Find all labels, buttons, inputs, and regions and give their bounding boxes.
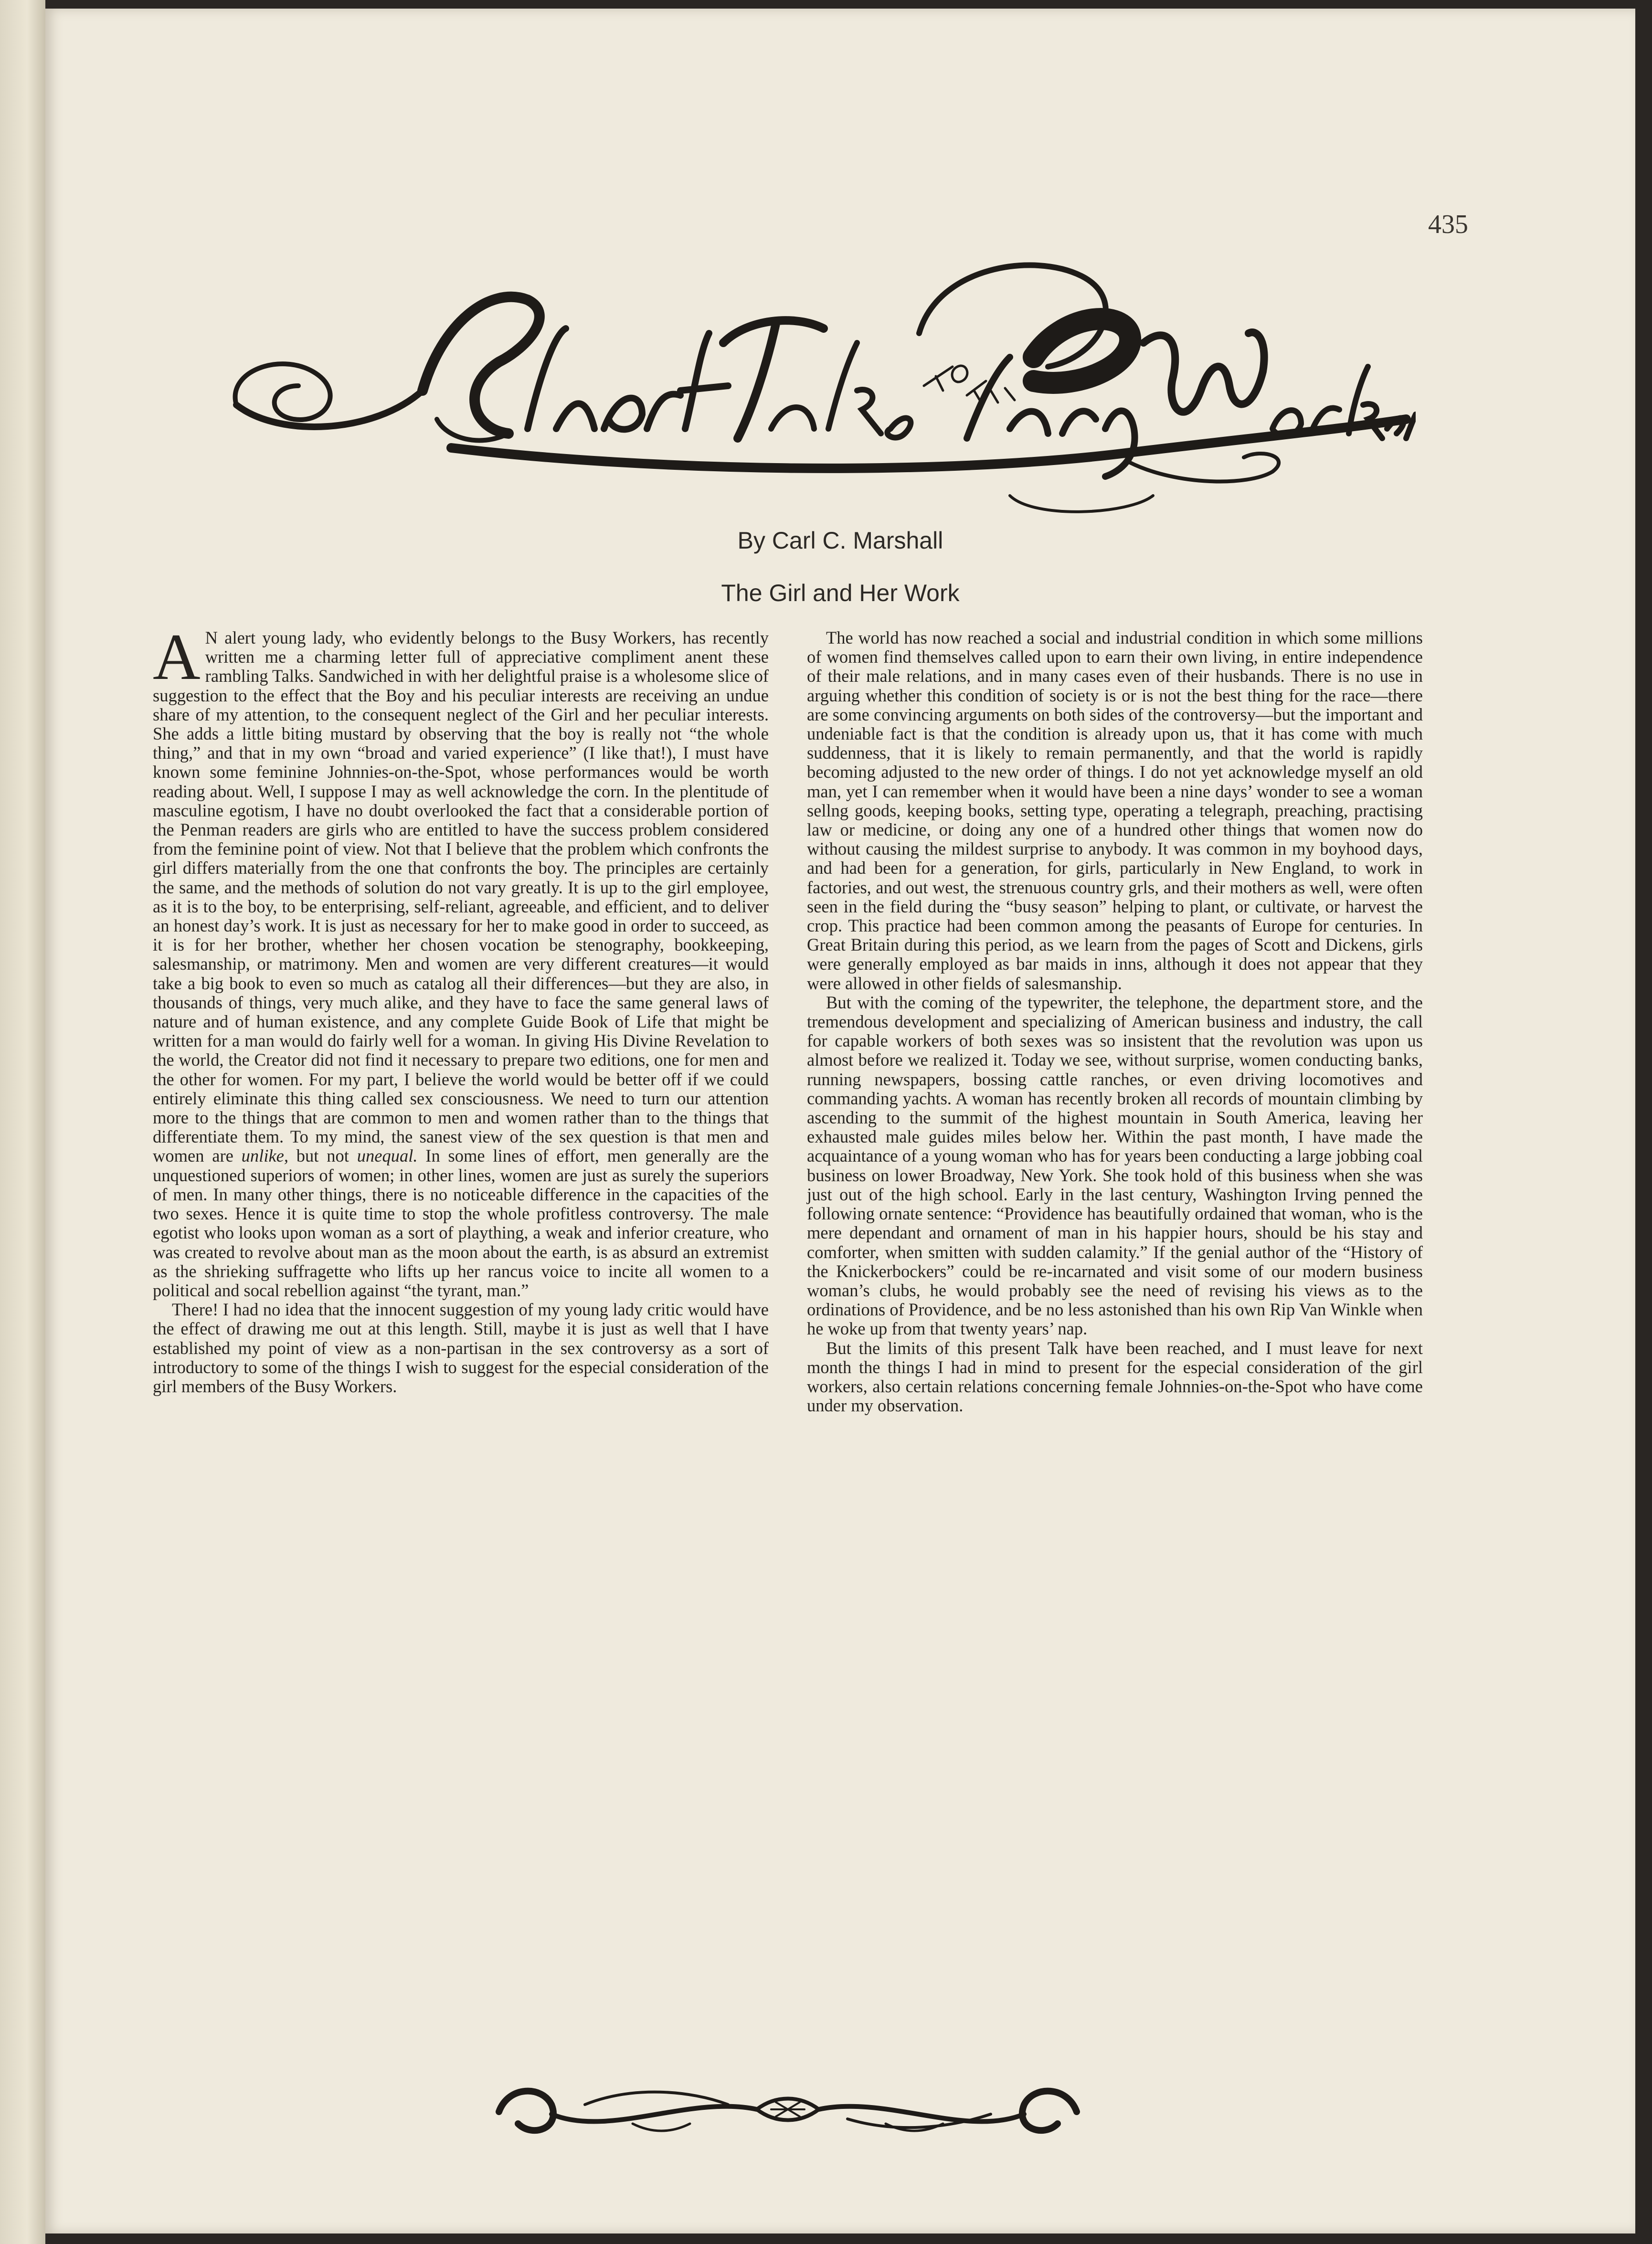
previous-page-edge	[0, 0, 45, 2244]
italic-text: unequal.	[357, 1146, 418, 1166]
paragraph: But with the coming of the typewriter, the telephone, the department store, and the tremendous development and specializing of American business and industry, the call for capable workers of both sexes was so insistent that the revolution was upon us almost before we realized it. Today we see, without surprise, women conducting banks, running newspapers, bossing cattle ranches, or even driving locomotives and commanding yachts. A woman has recently broken all records of mountain climbing by ascending to the summit of the highest mountain in South America, leaving her exhausted male guides miles below her. Within the past month, I have made the acquaintance of a young woman who has for years been conducting a large jobbing coal business on lower Broadway, New York. She took hold of this business when she was just out of the high school. Early in the last century, Washington Irving penned the following ornate sentence: “Providence has beautifully ordained that woman, who is the mere dependant and ornament of man in his happier hours, should be his stay and comforter, when smitten with sudden calamity.” If the genial author of the “History of the Knickerbockers” could be re-incarnated and visit some of our modern business woman’s clubs, he would probably see the need of revising his views as to the ordinations of Providence, and be no less astonished than his own Rip Van Winkle when he woke up from that twenty years’ nap.	[807, 992, 1423, 1339]
paragraph-text: but not	[288, 1146, 357, 1166]
decorative-ornament	[489, 2076, 1086, 2148]
left-column	[153, 620, 769, 1396]
drop-cap: A	[153, 620, 201, 693]
paragraph-text: In some lines of effort, men generally are the unquestioned superiors of women; in other lines, women are just as surely the superiors of men. In many other things, there is no noticeable difference in the capacities of the two sexes. Hence it is quite time to stop the whole profitless controversy. The male egotist who looks upon woman as a sort of plaything, a weak and inferior creature, who was created to revolve about man as the moon about the earth, is as absurd an extremist as the shrieking suffragette who lifts up her rancus voice to incite all women to a political and socal rebellion against “the tyrant, man.”	[153, 1146, 769, 1300]
paragraph-text: N alert young lady, who evidently belongs to the Busy Workers, has recently written me a charming letter full of appreciative compliment anent these rambling Talks. Sandwiched in with her delightful praise is a wholesome slice of suggestion to the effect that the Boy and his peculiar interests are receiving an undue share of my attention, to the consequent neglect of the Girl and her peculiar interests. She adds a little biting mustard by observing that the boy is really not “the whole thing,” and that in my own “broad and varied experience” (I like that!), I must have known some feminine Johnnies-on-the-Spot, whose performances would be worth reading about. Well, I suppose I may as well acknowledge the corn. In the plentitude of masculine egotism, I have no doubt overlooked the fact that a considerable portion of the Penman readers are girls who are entitled to have the success problem considered from the feminine point of view. Not that I believe that the problem which confronts the girl differs materially from the one that confronts the boy. The principles are certainly the same, and the methods of solution do not vary greatly. It is up to the girl employee, as it is to the boy, to be enterprising, self-reliant, agreeable, and efficient, and to deliver an honest day’s work. It is just as necessary for her to make good in order to succeed, as it is for her brother, whether her chosen vocation be stenography, bookkeeping, salesmanship, or matrimony. Men and women are very different creatures—it would take a big book to even so much as catalog all their differences—but they are also, in thousands of things, very much alike, and they have to face the same general laws of nature and of human existence, and any complete Guide Book of Life that might be written for a man would do fairly well for a woman. In giving His Divine Revelation to the world, the Creator did not find it necessary to prepare two editions, one for men and the other for women. For my part, I believe the world would be better off if we could entirely eliminate this thing called sex consciousness. We need to turn our attention more to the things that are common to men and women rather than to the things that differentiate them. To my mind, the sanest view of the sex question is that men and women are	[153, 628, 769, 1166]
byline: By Carl C. Marshall	[737, 527, 943, 554]
page-number: 435	[1428, 210, 1468, 239]
article-subtitle: The Girl and Her Work	[721, 580, 960, 606]
paragraph: There! I had no idea that the innocent suggestion of my young lady critic would have the effect of drawing me out at this length. Still, maybe it is just as well that I have established my point of view as a non-partisan in the sex controversy as a sort of introductory to some of the things I wish to suggest for the especial consideration of the girl members of the Busy Workers.	[153, 1300, 769, 1396]
paragraph	[153, 620, 769, 1300]
paragraph: The world has now reached a social and industrial condition in which some millions of women find themselves called upon to earn their own living, in entire independence of their male relations, and in many cases even of their husbands. There is no use in arguing whether this condition of society is or is not the best thing for the race—there are some convincing arguments on both sides of the controversy—but the important and undeniable fact is that the condition is already upon us, that it has come with much suddenness, that it is likely to remain permanently, and that the world is rapidly becoming adjusted to the new order of things. I do not yet acknowledge myself an old man, yet I can remember when it would have been a nine days’ wonder to see a woman sellng goods, keeping books, setting type, operating a telegraph, preaching, practising law or medicine, or doing any one of a hundred other things that women now do without causing the mildest surprise to anybody. It was common in my boyhood days, and had been for a generation, for girls, particularly in New England, to work in factories, and out west, the strenuous country grls, and their mothers as well, were often seen in the field during the “busy season” helping to plant, or cultivate, or harvest the crop. This practice had been common among the peasants of Europe for centuries. In Great Britain during this period, as we learn from the pages of Scott and Dickens, girls were generally employed as bar maids in inns, although it does not appear that they were allowed in other fields of salesmanship.	[807, 628, 1423, 993]
title-calligraphy	[222, 247, 1416, 524]
magazine-page	[45, 9, 1635, 2233]
right-column	[807, 628, 1423, 1415]
paragraph: But the limits of this present Talk have been reached, and I must leave for next month the things I had in mind to present for the especial consideration of the girl workers, also certain relations concerning female Johnnies-on-the-Spot who have come under my observation.	[807, 1338, 1423, 1416]
italic-text: unlike,	[241, 1146, 288, 1166]
